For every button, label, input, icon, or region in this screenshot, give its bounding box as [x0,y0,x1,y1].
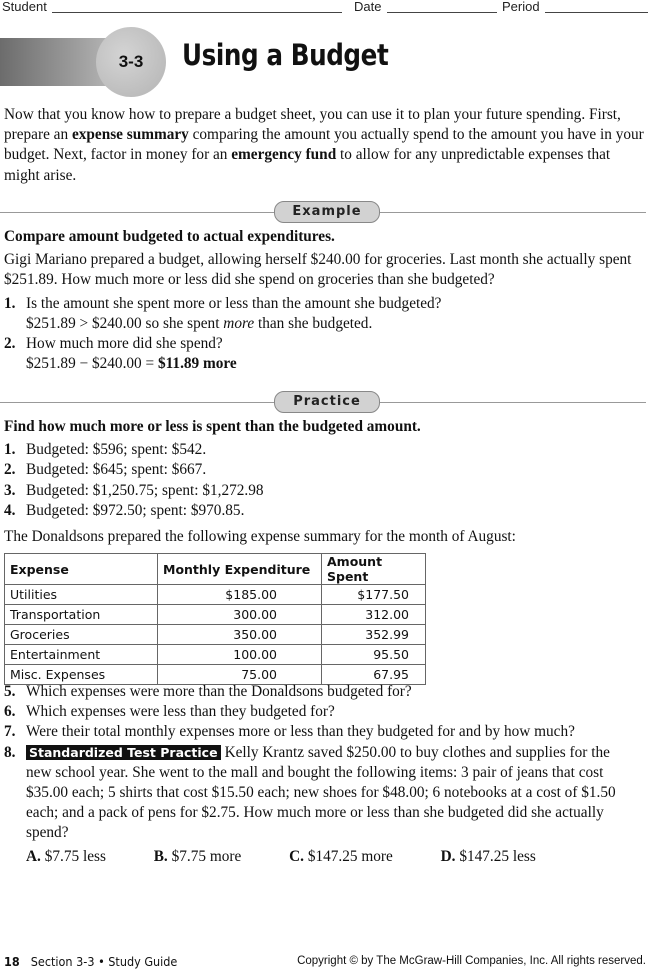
item-number: 3. [4,481,16,499]
answer-choices [26,847,626,867]
expense-summary-table [4,553,426,685]
item-number: 4. [4,501,16,519]
answer-emphasis: more [223,314,255,332]
table-row [5,605,426,625]
period-blank[interactable] [545,12,648,13]
choice-text: $147.25 more [307,847,393,865]
table-row [5,585,426,605]
choice-letter: A. [26,847,41,865]
question-text: Which expenses were less than they budgeted for? [26,703,335,721]
step-answer [4,314,644,334]
answer-text: $251.89 − $240.00 = [26,355,158,373]
question-text: Kelly Krantz saved $250.00 to buy clothes and supplies for the new school year. She went to the mall and bought the following items: 3 pair of jeans that cost $35.00 each; 5 shirts that cost $15.50 each; new shoes for $48.00; 6 notebooks at a cost of $1.50 each; and a pack of pens for $2.75. How much more or less than she budgeted did she actually spend? [26,743,616,842]
choice-text: $7.75 more [171,847,242,865]
example-section [4,227,644,374]
column-header: Monthly Expenditure [158,554,322,585]
column-header: Expense [5,554,158,585]
practice-item [4,440,644,460]
question-number: 6. [4,703,16,721]
student-blank[interactable] [52,12,342,13]
cell: 352.99 [322,625,426,645]
item-text: Budgeted: $645; spent: $667. [26,461,207,479]
question-number: 5. [4,683,16,700]
cell: 75.00 [158,665,322,685]
cell: Transportation [5,605,158,625]
choice-letter: D. [440,847,456,865]
question-text: Were their total monthly expenses more or less than they budgeted for and by how much? [26,723,575,741]
page-title: Using a Budget [182,38,389,72]
date-label: Date [354,0,382,14]
question-number: 7. [4,723,16,741]
date-blank[interactable] [387,12,497,13]
period-label: Period [502,0,540,14]
intro-paragraph [4,105,644,186]
example-heading: Compare amount budgeted to actual expenditures. [4,228,335,245]
choice-text: $147.25 less [459,847,536,865]
step-number: 2. [4,335,16,353]
page-number: 18 [4,954,20,969]
example-step [4,294,644,314]
table-header-row [5,554,426,585]
intro-text: comparing the amount you actually spend to the amount you have in your budget. Next, factor in money for an [4,126,644,164]
item-text: Budgeted: $596; spent: $542. [26,441,207,459]
step-question: Is the amount she spent more or less than the amount she budgeted? [26,294,442,312]
intro-term-emergency-fund: emergency fund [231,146,337,164]
practice-heading: Find how much more or less is spent than the budgeted amount. [4,418,421,435]
cell: 67.95 [322,665,426,685]
lesson-number-badge: 3-3 [96,27,166,97]
item-text: Budgeted: $972.50; spent: $970.85. [26,501,245,519]
choice-c[interactable] [289,848,415,865]
table-row [5,625,426,645]
practice-divider [0,391,646,413]
answer-text: than she budgeted. [254,314,373,332]
practice-item [4,460,644,480]
example-problem: Gigi Mariano prepared a budget, allowing herself $240.00 for groceries. Last month she actually spent $251.89. How much more or less did she spend on groceries than she budgeted? [4,251,632,289]
table-row [5,645,426,665]
choice-letter: B. [153,847,168,865]
cell: Utilities [5,585,158,605]
cell: $185.00 [158,585,322,605]
cell: $177.50 [322,585,426,605]
footer [4,954,646,970]
question-8 [4,743,626,867]
example-step [4,334,644,354]
item-number: 2. [4,461,16,479]
cell: 95.50 [322,645,426,665]
question-number: 8. [4,743,16,761]
step-question: How much more did she spend? [26,335,223,353]
column-header: Amount Spent [322,554,426,585]
cell: 312.00 [322,605,426,625]
intro-term-expense-summary: expense summary [71,126,189,144]
choice-a[interactable] [26,848,128,865]
question [4,702,626,722]
example-divider [0,201,646,223]
header-fields [2,0,648,16]
question-text: Which expenses were more than the Donaldsons budgeted for? [26,683,412,700]
standardized-test-badge: Standardized Test Practice [26,745,221,760]
cell: Groceries [5,625,158,645]
practice-section [4,417,644,547]
cell: 100.00 [158,645,322,665]
practice-item [4,481,644,501]
item-text: Budgeted: $1,250.75; spent: $1,272.98 [26,481,264,499]
choice-text: $7.75 less [44,847,106,865]
question [4,682,626,702]
step-answer [4,354,644,374]
practice-label: Practice [274,391,380,413]
intro-text: to allow for any unpredictable expenses that might arise. [4,146,611,184]
cell: Entertainment [5,645,158,665]
answer-text: $251.89 > $240.00 so she spent [26,314,224,332]
copyright: Copyright © by The McGraw-Hill Companies, Inc. All rights reserved. [297,955,646,967]
example-label: Example [274,201,380,223]
choice-letter: C. [289,847,304,865]
student-label: Student [2,0,47,14]
questions-section [4,682,626,867]
intro-text: Now that you know how to prepare a budget sheet, you can use it to plan your future spending. First, prepare an [4,106,621,144]
table-intro: The Donaldsons prepared the following expense summary for the month of August: [4,528,516,546]
cell: 300.00 [158,605,322,625]
section-label: Section 3-3 • Study Guide [30,954,178,969]
answer-result: $11.89 more [157,355,237,373]
step-number: 1. [4,294,16,312]
practice-item [4,501,644,521]
item-number: 1. [4,441,16,459]
choice-d[interactable] [441,848,558,865]
cell: 350.00 [158,625,322,645]
cell: Misc. Expenses [5,665,158,685]
choice-b[interactable] [154,848,264,865]
question [4,722,626,742]
